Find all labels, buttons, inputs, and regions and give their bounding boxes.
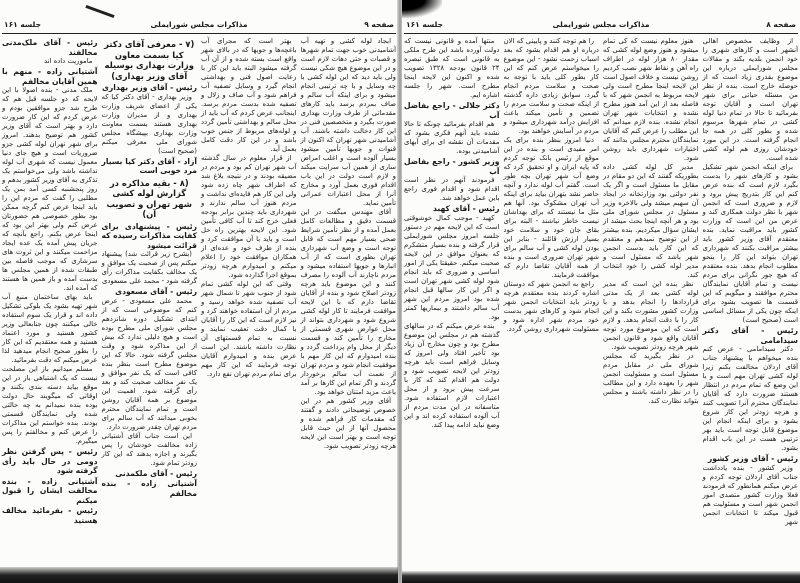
paragraph: نظر بنده این است که مدیر لوله کشی بعد از یک مدتی قراردادها را انجام بدهد و با وزارت کشور مشورت بکند و این کار را با دقت انجام بدهد. و لازم است که این موضوع مورد توجه آقایان واقع شود و قانون انجمن شهر هرچه زودتر تصویب شود.	[603, 280, 699, 351]
publication-title: مذاکرات مجلس شورایملی	[150, 19, 248, 29]
page-header	[4, 18, 394, 30]
text-column	[504, 37, 600, 334]
paragraph: ملک مدنی - بنده اصولا با این لایحه که دو جلسه قبل هم که طرح شد جزو موافقین بودم و عرض کردم که این کار ضرورت دارد و بهتر است که آقای وزیر کشور هم توضیح بدهند. امروز برای شهر تهران لوله کشی جزو ضروریات است و هیچ جای دنیا معمول نیست که شهری آب لوله نداشته باشد ولی می‌خواستم یک تذکری به آقای وزیر کشور بدهم و روز پنجشنبه کسی آمد بمن یک مطلبی را گفت که مردم این را باید اینجا عرض کنم گرچه ممکن بود بطور خصوصی هم حضورتان عرض کنم ولی بهتر این بود که اینجا عرض بکنم. راجع بآنچه که جریان پیش آمده یک عده ایجاد مزاحمت میکنند و این ثروت های سرشاری که موجب فاصله بین طبقات شده از همین مجلس ها بدست آمده و باز همین ها هستند که آمده اند.	[2, 86, 98, 292]
session-number: جلسه ۱۶۱	[406, 19, 443, 29]
speaker-heading: رئیس - آقای ملکمدنی	[115, 468, 197, 478]
speaker-heading: رئیس - آقای کهبد	[433, 204, 500, 213]
section-heading: (۷ - معرفی آقای دکتر کیا بسمت معاون وزارت بهداری بوسیله آقای وزیر بهداری)	[104, 39, 195, 81]
paragraph: ایجاد لوله کشی و تهیه آب آشامیدنی خوب جهت تمام شهرها و قصبات و حتی دهات لازم است و در این موضوع هیچ شکی نیست ولی باید دید که این لوله کشی با چه وسایل و با چه ترتیبی انجام میشود و برای اینکه آب سالم و صاف بمردم برسد باید کارهای مقدماتی از طرف وزارت بهداری صورت بگیرد و متخصصین فنی در این کار دخالت داشته باشند. آب آشامیدنی شهر تهران که اکنون از قنوات و جویها تأمین میشود بسیار آلوده است و اغلب امراض ساری از همین آب سرایت میکند و لازم است دولت در این باب اقدام فوری بعمل آورد و مخارج آنرا از محل اعتبارات عمرانی تأمین نماید.	[300, 37, 396, 207]
paragraph: را هم توجه کنند و پایینی که الان درباره او هم اقدام بشود که بعد اسباب زحمت نشود - این موضوع را میخواستم عرض کنم که این کار بطور کلی باید با توجه به صحت و سلامت مردم انجام گیرد. سوابق زیادی داره گذشته از اینکه صحت و سلامت مردم را تضمین و تأمین میکند باعث افزایش درآمد شهرداری میشود و مردم در آسایش خواهند بود.	[503, 37, 599, 135]
speaker-heading: آشتیانی زاده - بنده مخالفم	[101, 479, 197, 498]
scan-shadow	[0, 567, 398, 583]
paragraph: دکتر سیدامامی - عرض کنم بنده میخواهم با پیشنهاد جناب آقای اردلان مخالفت بکنم زیرا لوله کشی تهران مهم است و با این وضع که تمام مردم در انتظار هستند ضرورت دارد که آقایان نمایندگان محترم آنرا تصویب کنند و هرچه زودتر این کار شروع بشود و برای اینکه انجام این موضوع قابل توجه است باید بهر ترتیبی هست در این باب اقدام بشود.	[702, 345, 798, 452]
paragraph: مدیر کل لوله کشی داده بطوریکه گفتند که این دو مقام در مقابل ما مسئول است و اگر یک نفر دولتی بود وزارتخانه در ایجاد آن سهیم میشد ولی بالاخره وزیر مسئول در مجلس شورای ملی بود و هر آنچه اینجا بحث میشد از ایشان سؤال میکردیم. بنده بیشتر از این توضیح نمیدهم و معتقدم که این کار باید بدست انجمن شهر باشد که مسئول است و مدیر لوله کشی را خود انتخاب کند.	[603, 163, 699, 279]
paragraph: هنوز معلوم نیست که کی تمام میشود و هنوز وضع لوله کشی که مقدار ۸۰ هزار لوله در اطراف راه آهن و نقاط شهر نصب کردیم روشن نیست و خلاف اصول است این لایحه اینجا مطرح است ولی لایحه مربوط به انجمن شهر که با فاصله بعد از این آمد هنوز مطرح نشده و انتخابات شهر تهران انجام نشده. بنده لازم میدانم که این مطلب را عرض کنم که آقایان نمایندگان محترم مجلس بدانند که اختیارات شهرداری باید روشن شود.	[603, 37, 699, 162]
text-column	[301, 37, 397, 451]
page-number: صفحه ۸	[766, 19, 796, 29]
paragraph: آقای مهندس میگفت در این قسمت دقیق و مطالعات کامل بعمل آمده و از نظر تأمین شرایط صحی بسیار مهم است که قابل توجه است و وضع آب شهرداری تهران بطوری است که از آب انبارها و جویها استفاده میشود و مردم ناچارند آب آلوده را مصرف کنند و این موضوع باید هرچه زودتر اصلاح شود و بنده از آقایان تقاضا دارم که با این لایحه موافقت فرمایند تا کار لوله کشی شروع شود و شهرداری بتواند از محل عوارض شهری قسمتی از مخارج را تأمین کند و قسمت دیگر از محل وام پرداخت گردد و بنده امیدوارم که این کار مهم با موفقیت انجام شود و مردم تهران از نعمت آب سالم برخوردار گردند و اگر تمام این کارها بر آمد باعث مزید امتنان خواهد بود.	[300, 208, 396, 396]
speaker-heading: رئیس - آقای دکتر سیدامامی	[702, 326, 798, 345]
speaker-heading: رئیس - آقای وزیر کشور	[707, 454, 798, 463]
section-heading: (۸ - بقیه مذاکره در گزارش لوله کشی شهر تهران و تصویب آن)	[106, 177, 192, 219]
paragraph: ماموریت داده اند	[43, 57, 93, 65]
paragraph: منتها آمده و قانونی نیست که دولت آورده باشد این طرح ملکی به قانونی است که طبق تبصره ۲۴ قانون بودجه ۱۳۲۸ تصویب شده و اکنون این لایحه اینجا مطرح است. شهر را جلسه اشاره ایم.	[404, 37, 500, 99]
speaker-heading: آشتیانی زاده - منهم با همین آقایان مخالفم	[2, 67, 98, 86]
text-column	[102, 37, 198, 498]
speaker-heading: رئیس - آقای ملک‌مدنی مخالفند	[2, 38, 98, 57]
text-column	[404, 37, 500, 430]
paragraph: وزیر کشور - بنده یادداشت جناب آقای اردلان توجه کردم و عرض میکنم همانطور که فرمودند فعلا وزارت کشور متصدی امور انجمن شهر است و مسئولیت هم قبول میکند تا انتخابات انجمن شهر	[702, 463, 798, 526]
text-column	[603, 37, 699, 406]
speaker-heading: آزاد - آقای دکتر کیا بسیار مرد خوبی است	[101, 156, 197, 175]
paragraph: برای اینکه انجمن شهر تشکیل بشود و کارهای شهر را بدست بگیرد لازم است که بنده عرض کنم این کار بتدریج پیش برود و لازم و ضروری است که انجمن شهر با نظر دولت همکاری کند و عرض من این است که وزارت کشور باید مراقبت نماید. بنده معتقدم آقای وزیر کشور باید بیشتر مراقبت بکنند که شهرداری تهران بتواند این کار را بنحو مطلوب انجام بدهد. بنده معتقدم که هیچ جور نگرانی برای مردم نیست و تمام آقایان نمایندگان محترم موافقند و میگویم که این قسمت ها تصویب بشود برای اینکه چون یکی از مسائل اساسی است (صحیح است)	[702, 163, 798, 324]
paragraph: آقای وزیر کشور هم در این خصوص توضیحاتی دادند و گفتند که مقدمات کار فراهم شده و محصول آنها از این حیث قابل توجه است و بهتر است این لایحه هرچه زودتر تصویب شود.	[300, 397, 396, 450]
paragraph: فرمودند آنهم در نظر است اقدام شود و اقدام فوری راجع باین عمل خواهد شد.	[404, 176, 500, 202]
paragraph: این است جناب آقای آشتیانی زاده مخالفت خودشان را پس بگیرند و اجازه بدهند که این کار زودتر تمام شود.	[101, 431, 197, 467]
text-columns	[404, 37, 798, 527]
right-page	[402, 0, 800, 583]
paragraph: کهبد - موجب کمال خوشوقتی است که این لایحه مهم در دستور جلسه امروز مجلس شورایملی قرار گرفته و بنده بسیار متشکرم که بعنوان موافق در این لایحه صحبت میکنم. حقیقتا یکی از امور اساسی و ضروری که باید انجام شود لوله کشی شهر تهران است و اگر این کار سالها قبل انجام شده بود امروز مردم این شهر آب سالم داشتند و بیماریها کمتر بود.	[404, 213, 500, 321]
left-page	[0, 0, 398, 583]
speaker-heading: دکتر جلالی - راجع بفاضل آب	[404, 101, 500, 120]
paragraph: از وظایف مخصوص اهالی آنشهر است و کارهای شهری را خود انجمن بلدیه بکند و مقالات مجلس شورایملی درباره این موضوع بقدری زیاد است که از حوصله خارج است. بنده از نظر من مسئله حیاتی برای شهر تهران است و آقایان توجه بفرمائید تا حالا در تمام دنیا لوله کشی در تمام شهرها مرسوم شده و بطور کلی در همه جا انجام گرفته است. در این مورد خودشان روزی هم لوله کشی شده است.	[702, 37, 798, 162]
speaker-heading: رئیس - آقای مسعودی	[115, 287, 197, 296]
paragraph: وزیر بهداری - آقای دکتر کیا که یکی از اعضای شریف وزارت بهداری و از مدیران وزارت بهداری هستند بسمت معاونت وزارت بهداری بپیشگاه مجلس شورای ملی معرفی میکنم (صحیح است)	[101, 92, 197, 155]
text-column	[201, 37, 297, 379]
publication-title: مذاکرات مجلس شورایملی	[552, 19, 650, 29]
speaker-heading: وزیر کشور - راجع بفاضل آب	[404, 157, 500, 176]
speaker-heading: رئیس - بفرمائید مخالف هستید	[2, 506, 98, 525]
speaker-heading: رئیس - پس گرفتن نظر دومی در حال باید رأی گرفته شود	[2, 447, 98, 475]
paragraph: از قرار معلوم در سال گذشته آب شهر تهران کم بود و مردم در مضیقه بودند و در نتیجه بلاغ شد که اطراف شهر چاه زده شود ولی این کار هم فایده‌ای نداشت و مردم هنوز آب سالم ندارند و شهرداری باید چندین برابر بودجه فعلی خرج کند تا آب کافی تأمین شود. این لایحه بهترین راه حل است و باید با آن موافقت کرد و بنده از طرف خود و عده‌ای از همکاران موافقت خود را اعلام میکنم و امیدوارم هرچه زودتر بموقع اجرا گذارده شود.	[201, 154, 297, 279]
page-number: صفحه ۹	[364, 19, 394, 29]
speaker-heading: رئیس - پیشنهادی برای کفایت مذاکرات رسیده که قرائت میشود	[101, 221, 197, 250]
header-rule	[2, 33, 396, 34]
text-column	[703, 37, 799, 527]
paragraph: بهتر است که مجرای آب باغچه‌ها و جویها که در بالای شهر واقع است بسته شده و از آن آب گرفته میشود البته باید این کار با رعایت اصول فنی و بهداشتی انجام گیرد و وسایل تصفیه آب فراهم شود و آب صاف و زلال و تصفیه شده بدست مردم برسد. اینجانب عرض کردم که آب باید از محل سالم و بهداشتی تأمین گردد و لوله‌های مربوط از جنس خوب باشد و در این کار دقت کامل بعمل آید.	[201, 37, 297, 153]
paragraph: باید بهای ساختمان منبع آب شهر تهیه بشود یک بلوکی تشکیل داده اند و قرار یک سوم استفاده خالی میکنند چون جنابعالی وزیر کشور هستید و مورد اعتماد هستید و همه معتقدیم که این کار را بطور صحیح انجام میدهید لذا عرض میکنم که دقت بفرمائید.	[2, 293, 98, 364]
paragraph: راجع به انجمن شهر که دوستان اشاره کردند بنده معتقدم هرچه زودتر باید انتخابات انجمن شهر انجام شود و کارهای شهر بدست خود مردم شهر اداره شود و مسئولیت شهرداری روشن گردد.	[503, 280, 599, 333]
paragraph: مسلم میدانیم باز این مصلحت نیست که یک اشتباهی باز در این موقع بیاید دسته بندی بکنند و اوقاتی که میگویند حال دولت بوده بنده نمیدانم به چه حالتی شده ولی نمایندگان قسمتی بودند. بنده خواستم این مذاکرات را عرض کنم و مخالفتم را پس میگیرم.	[2, 365, 98, 445]
paragraph: بنده عرض میکنم که در سالهای گذشته هم در مجلس این موضوع مطرح بود و چون مخارج آن زیاد بود تأخیر افتاد ولی امروز که وسایل فراهم است باید هرچه زودتر این لایحه تصویب شود و دولت هم اقدام کند که کار با سرعت پیش برود و از محل اعتبارات لازم استفاده شود. متاسفانه در این مدت مردم از آب آلوده استفاده کرده اند و این وضع نباید ادامه پیدا کند.	[404, 321, 500, 429]
paragraph: وقتی که این لوله کشی تمام شود از جنوب شهر تا شمال شهر آب تصفیه شده خواهد رسید و مردم از آن استفاده خواهند کرد و نیز لازم است که این کار را آقایان با کمال دقت تعقیب نمایند و نسبت به تمام قسمتهای آن نظارت داشته باشند. این است عرض بنده و امیدوارم آقایان توجه فرمایند که این کار مهم برای تمام مردم تهران نفع دارد.	[201, 280, 297, 378]
paragraph: هم اقدام بفرمائید چونکه تا حالا نشده باید آنهم فکری بشود که مقدمات آن نقشه ای برای آبهای آشامیدنی بوده.	[404, 120, 500, 155]
text-column	[2, 37, 98, 525]
speaker-heading: رئیس - آقای وزیر بهداری	[101, 83, 197, 92]
scan-shadow	[402, 571, 800, 583]
text-columns	[2, 37, 396, 525]
session-number: جلسه ۱۶۱	[4, 19, 41, 29]
paragraph: در نظر بگیرید که مجلس شورای ملی در مقابل مردم مسئول است و مسئولیت انجمن شهر را بعهده دارد و این مطالب را در نظر داشته باشند و مجلس بتواند نظارت کند.	[603, 352, 699, 405]
header-rule	[404, 33, 798, 34]
page-header	[406, 18, 796, 30]
speaker-heading: آشتیانی زاده - بنده مخالفت ایشان را قبول میکنم	[2, 476, 98, 505]
scan-shadow	[402, 0, 442, 18]
paragraph: (بشرح زیر قرائت شد) پیشنهاد میکنم پس از صحبت یک موافق و یک مخالف بکفایت مذاکرات رأی گرفته شود - محمد علی مسعودی	[101, 250, 197, 285]
paragraph: دنیا امروز بنظر بنده برای یک امر مفیدی است و بنده در این موقع از رئیس بانک توجه کردم که پایه ایران و او تحقیق کرد که وضع آب شهر تهران بچه طور است. گفتم آب لوله ندارد و آنچه حاضر نشد بتهران بیاید برای اینکه آب تهران مشکوک بود. آنها هم مثل ما نیستند که برای بهداشان نیست خاطر نباشند - البته برای بقای جان خود و سلامت خود بسیار ارزش قائلند - بنابر این بودن لوله کشی و آب سالم برای شهر تهران ضروری است و بنده از همه آقایان تقاضا دارم که موافقت فرمایند.	[503, 136, 599, 279]
paragraph: محمد علی مسعودی - عرض کنم که موضوعی است که از ابتدای تشکیل دوره شانزدهم مجلس شورای ملی مطرح بوده است و هیچ دلیلی ندارد که بیش از این مذاکره شود و وقت مجلس گرفته شود. حالا که این موضوع مطرح است بنظر بنده کافی است که یک نفر موافق و یک نفر مخالف صحبت کند و بعد رأی گرفته شود. اهمیت این موضوع بر همه آقایان روشن است و تمام نمایندگان محترم بخوبی میدانند که آب سالم برای مردم تهران چقدر ضرورت دارد.	[101, 296, 197, 431]
